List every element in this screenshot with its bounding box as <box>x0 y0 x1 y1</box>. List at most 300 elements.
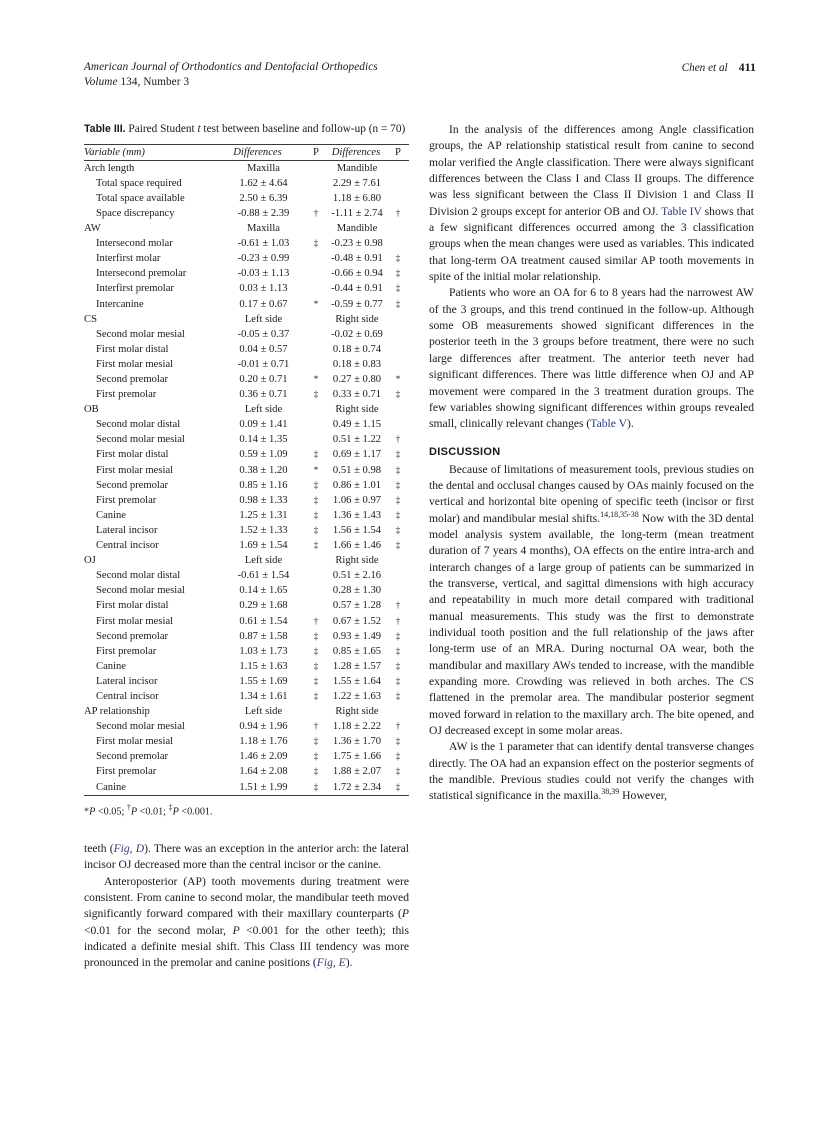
cell-variable: OB <box>84 404 99 416</box>
table-row <box>84 191 409 206</box>
cell-p-1 <box>305 281 327 296</box>
cell-p-1 <box>305 432 327 447</box>
cell-p-1 <box>305 221 327 236</box>
right-paragraph-1 <box>429 122 754 285</box>
table-row <box>84 493 409 508</box>
cell-differences-2: 0.85 ± 1.65 <box>332 645 382 657</box>
cell-p-2 <box>387 553 409 568</box>
cell-p-1: ‡ <box>313 660 319 671</box>
cell-group-right: Right side <box>335 555 379 567</box>
table-row <box>84 417 409 432</box>
cell-p-1: ‡ <box>313 540 319 551</box>
cell-p-2: † <box>395 615 401 626</box>
cell-variable: First molar mesial <box>96 736 174 748</box>
cell-differences-2: -0.48 ± 0.91 <box>331 253 383 265</box>
table-row <box>84 327 409 342</box>
cell-p-2 <box>387 236 409 251</box>
table-row <box>84 614 409 629</box>
cell-variable: Intersecond premolar <box>96 268 187 280</box>
cell-differences-1: 0.85 ± 1.16 <box>239 479 288 491</box>
cell-differences-2: 0.49 ± 1.15 <box>332 419 382 431</box>
table-caption-italic: t <box>197 123 201 135</box>
cell-variable: Intercanine <box>96 298 144 310</box>
cell-p-1: ‡ <box>313 494 319 505</box>
footnote-a: *P <0.05; <box>84 806 127 818</box>
table-row <box>84 463 409 478</box>
cell-p-1: ‡ <box>313 630 319 641</box>
cell-variable: Canine <box>84 780 222 796</box>
cell-differences-1: 0.14 ± 1.35 <box>239 434 288 446</box>
cell-p-2 <box>387 176 409 191</box>
cell-differences-2: -0.02 ± 0.69 <box>331 328 383 340</box>
table-row <box>84 644 409 659</box>
cell-differences-2: 0.18 ± 0.74 <box>332 343 382 355</box>
table-row <box>84 749 409 764</box>
table-group-row <box>84 402 409 417</box>
cell-p-2: ‡ <box>387 780 409 796</box>
cell-group-left: Left side <box>244 706 283 718</box>
table-row <box>84 387 409 402</box>
cell-variable: Central incisor <box>96 690 159 702</box>
cell-differences-2: 1.18 ± 2.22 <box>332 721 382 733</box>
reference-citation-1: 14,18,35-38 <box>600 509 639 519</box>
cell-variable: Lateral incisor <box>96 675 158 687</box>
table-v-crossref[interactable]: Table V <box>590 417 627 431</box>
cell-p-1: ‡ <box>313 736 319 747</box>
cell-variable: AW <box>84 223 101 235</box>
cell-variable: Lateral incisor <box>96 524 158 536</box>
volume-number: 134, Number 3 <box>117 76 190 88</box>
table-group-row <box>84 221 409 236</box>
table-row <box>84 342 409 357</box>
cell-p-2 <box>387 327 409 342</box>
cell-differences-2: 1.56 ± 1.54 <box>332 524 382 536</box>
table-footnote: *P <0.05; †P <0.01; ‡P <0.001. <box>84 802 213 818</box>
cell-differences-2: -1.11 ± 2.74 <box>331 207 383 219</box>
cell-differences-1: -0.05 ± 0.37 <box>237 328 290 340</box>
table-row <box>84 297 409 312</box>
cell-group-right: Mandible <box>327 160 387 176</box>
cell-variable: Second premolar <box>96 751 169 763</box>
table-row <box>84 780 409 796</box>
cell-p-1 <box>305 357 327 372</box>
table-row <box>84 523 409 538</box>
lp1-a: teeth ( <box>84 842 114 856</box>
cell-differences-2: 0.18 ± 0.83 <box>332 358 382 370</box>
cell-p-1: ‡ <box>313 389 319 400</box>
cell-differences-1: 1.69 ± 1.54 <box>239 540 288 552</box>
cell-variable: Total space available <box>96 192 185 204</box>
left-paragraph-1 <box>84 841 409 874</box>
cell-differences-1: -0.88 ± 2.39 <box>237 207 290 219</box>
cell-group-right: Right side <box>335 404 379 416</box>
cell-variable: Canine <box>96 509 127 521</box>
cell-p-2: ‡ <box>395 298 401 309</box>
cell-differences-2: 0.51 ± 1.22 <box>332 434 382 446</box>
cell-p-2: † <box>395 434 401 445</box>
cell-p-1 <box>305 704 327 719</box>
cell-group-right: Right side <box>335 313 379 325</box>
cell-p-2 <box>387 312 409 327</box>
cell-variable: Interfirst premolar <box>96 283 174 295</box>
cell-differences-1: 0.59 ± 1.09 <box>239 449 288 461</box>
running-head <box>84 60 756 94</box>
table-row <box>84 568 409 583</box>
cell-differences-2: 0.67 ± 1.52 <box>332 615 382 627</box>
cell-differences-2: 1.06 ± 0.97 <box>332 494 382 506</box>
table-row <box>84 372 409 387</box>
cell-variable: Second molar distal <box>96 419 181 431</box>
cell-p-1 <box>305 342 327 357</box>
cell-p-2: ‡ <box>395 479 401 490</box>
cell-p-1 <box>305 176 327 191</box>
cell-differences-2: -0.59 ± 0.77 <box>331 298 383 310</box>
table-row <box>84 357 409 372</box>
cell-p-1: ‡ <box>313 751 319 762</box>
rp4-b: However, <box>619 789 668 803</box>
cell-p-1 <box>305 598 327 613</box>
right-paragraph-3 <box>429 462 754 740</box>
table-body <box>84 160 409 795</box>
cell-differences-1: 1.55 ± 1.69 <box>239 675 288 687</box>
cell-differences-1: 0.94 ± 1.96 <box>239 721 288 733</box>
table-row <box>84 251 409 266</box>
cell-p-2: † <box>395 600 401 611</box>
cell-p-1 <box>305 251 327 266</box>
lp2-d: ). <box>345 956 353 970</box>
cell-p-1 <box>305 568 327 583</box>
cell-variable: First molar mesial <box>96 464 174 476</box>
cell-p-2: ‡ <box>395 509 401 520</box>
cell-variable: Interfirst molar <box>96 253 161 265</box>
cell-p-2: ‡ <box>395 494 401 505</box>
cell-p-2: ‡ <box>395 540 401 551</box>
cell-p-2: † <box>395 207 401 218</box>
cell-differences-1: 1.51 ± 1.99 <box>222 780 305 796</box>
cell-variable: Second premolar <box>96 374 169 385</box>
cell-variable: First premolar <box>96 766 157 778</box>
cell-variable: AP relationship <box>84 706 150 718</box>
cell-group-right: Mandible <box>336 223 378 235</box>
table-row <box>84 629 409 644</box>
table-row <box>84 266 409 281</box>
cell-differences-2: 1.36 ± 1.43 <box>332 509 382 521</box>
cell-group-left: Maxilla <box>247 223 280 235</box>
cell-variable: First premolar <box>96 494 157 506</box>
cell-variable: Second molar mesial <box>96 434 185 446</box>
cell-p-2: ‡ <box>395 766 401 777</box>
cell-differences-1: 0.29 ± 1.68 <box>239 600 288 612</box>
cell-variable: First premolar <box>96 389 157 401</box>
cell-p-2: ‡ <box>395 736 401 747</box>
cell-differences-2: -0.44 ± 0.91 <box>331 283 383 295</box>
cell-differences-1: 1.52 ± 1.33 <box>239 524 288 536</box>
cell-differences-1: -0.23 ± 0.99 <box>237 253 290 265</box>
cell-p-1: ‡ <box>313 238 319 249</box>
cell-variable: Second premolar <box>96 630 169 642</box>
table-row <box>84 508 409 523</box>
cell-differences-1: 1.34 ± 1.61 <box>239 690 288 702</box>
cell-differences-1: -0.61 ± 1.03 <box>237 238 290 250</box>
cell-differences-1: 0.98 ± 1.33 <box>239 494 288 506</box>
cell-p-1 <box>305 266 327 281</box>
lp2-p2: P <box>232 923 240 937</box>
table-caption-a: Paired Student <box>125 123 198 135</box>
right-paragraph-2 <box>429 285 754 432</box>
reference-citation-2: 38,39 <box>601 787 620 797</box>
cell-differences-1: -0.01 ± 0.71 <box>237 358 290 370</box>
cell-differences-1: 0.04 ± 0.57 <box>239 343 288 355</box>
cell-variable: Second molar mesial <box>96 328 185 340</box>
cell-p-1: ‡ <box>313 449 319 460</box>
cell-differences-1: 0.87 ± 1.58 <box>239 630 288 642</box>
lp2-p1: P <box>401 907 409 921</box>
cell-group-left: Left side <box>244 555 283 567</box>
table-group-row <box>84 160 409 176</box>
cell-differences-1: 1.25 ± 1.31 <box>239 509 288 521</box>
cell-differences-2: 0.51 ± 2.16 <box>332 570 382 582</box>
journal-volume <box>84 75 378 90</box>
cell-p-2: ‡ <box>395 464 401 475</box>
cell-variable: First molar distal <box>96 343 169 355</box>
cell-differences-1: 1.18 ± 1.76 <box>239 736 288 748</box>
cell-differences-2: 0.86 ± 1.01 <box>332 479 382 491</box>
cell-differences-1: 0.09 ± 1.41 <box>239 419 288 431</box>
cell-differences-2: 1.36 ± 1.70 <box>332 736 382 748</box>
table-row <box>84 598 409 613</box>
table-caption-b: test between baseline and follow-up (n = 70) <box>200 123 406 135</box>
table-row <box>84 719 409 734</box>
cell-variable: First molar mesial <box>96 615 174 627</box>
cell-differences-2: -0.66 ± 0.94 <box>331 268 383 280</box>
table-row <box>84 478 409 493</box>
cell-differences-2: 1.88 ± 2.07 <box>332 766 382 778</box>
cell-p-2 <box>387 704 409 719</box>
table-row <box>84 236 409 251</box>
cell-differences-2: 1.28 ± 1.57 <box>332 660 382 672</box>
cell-p-1 <box>305 583 327 598</box>
author-citation: Chen et al <box>681 62 728 74</box>
table-header-row <box>84 144 409 160</box>
cell-differences-2: 0.33 ± 0.71 <box>332 389 382 401</box>
cell-variable: OJ <box>84 555 96 567</box>
rp3-a: Because of limitations of measurement tools, previous studies on the dental and occlusal changes caused by OAs mainly focused on the vertical and horizontal bite opening of specific teeth (incisor or first molar) and mandibular mesial shifts. <box>429 462 754 525</box>
cell-variable: Arch length <box>84 160 222 176</box>
table-group-row <box>84 704 409 719</box>
cell-p-2: ‡ <box>395 630 401 641</box>
cell-differences-2: 1.18 ± 6.80 <box>332 192 382 204</box>
cell-p-2: ‡ <box>395 660 401 671</box>
cell-p-1: ‡ <box>313 690 319 701</box>
rp1-a: In the analysis of the differences among Angle classification groups, the AP relationship statistical result from canine to second molar verified the Angle classification. There were always significant differences between the Class I and Class II groups. The difference was less significant between the Class II Division 1 and Class II Division 2 groups except for anterior OB and OJ. <box>429 123 754 218</box>
cell-p-1: ‡ <box>313 524 319 535</box>
table-label: Table III. <box>84 123 126 135</box>
table-row <box>84 734 409 749</box>
table-caption <box>84 122 409 138</box>
table-row <box>84 206 409 221</box>
cell-p-1: ‡ <box>313 645 319 656</box>
table-row <box>84 659 409 674</box>
col-header-differences-1: Differences <box>222 144 305 160</box>
cell-variable: Central incisor <box>96 540 159 552</box>
table-row <box>84 432 409 447</box>
cell-p-1: ‡ <box>313 479 319 490</box>
cell-group-left: Left side <box>244 313 283 325</box>
cell-differences-1: 0.20 ± 0.71 <box>239 374 288 385</box>
cell-variable: Second molar mesial <box>96 585 185 597</box>
table-row <box>84 281 409 296</box>
cell-variable: Second molar mesial <box>96 721 185 733</box>
cell-differences-1: 1.46 ± 2.09 <box>239 751 288 763</box>
col-header-p-1: P <box>305 144 327 160</box>
table-head <box>84 144 409 160</box>
right-paragraph-4 <box>429 739 754 804</box>
lp2-c: <0.001 for the other teeth); this indicated a definite mesial shift. This Class III tendency was more pronounced in the premolar and canine positions ( <box>84 923 409 970</box>
cell-p-2: ‡ <box>395 268 401 279</box>
cell-differences-2: 1.55 ± 1.64 <box>332 675 382 687</box>
cell-differences-1: 1.64 ± 2.08 <box>239 766 288 778</box>
table-row <box>84 538 409 553</box>
cell-differences-2: 0.57 ± 1.28 <box>332 600 382 612</box>
cell-differences-2: 0.27 ± 0.80 <box>332 374 382 385</box>
cell-p-1 <box>305 417 327 432</box>
table-iv-crossref[interactable]: Table IV <box>661 204 702 218</box>
table-row <box>84 674 409 689</box>
cell-p-1: * <box>313 464 319 475</box>
cell-differences-1: -0.61 ± 1.54 <box>237 570 290 582</box>
cell-p-2 <box>387 357 409 372</box>
cell-p-2: ‡ <box>395 283 401 294</box>
left-column <box>84 122 409 972</box>
figure-crossref-d: Fig, D <box>113 842 145 856</box>
cell-p-1: † <box>313 615 319 626</box>
section-heading-discussion: DISCUSSION <box>429 445 501 458</box>
cell-p-1: ‡ <box>313 675 319 686</box>
cell-variable: First molar distal <box>96 600 169 612</box>
cell-differences-2: 2.29 ± 7.61 <box>332 177 382 189</box>
cell-p-2 <box>387 583 409 598</box>
cell-differences-2: 1.75 ± 1.66 <box>332 751 382 763</box>
cell-p-2: ‡ <box>395 524 401 535</box>
cell-differences-1: 1.15 ± 1.63 <box>239 660 288 672</box>
cell-differences-2: 1.72 ± 2.34 <box>327 780 387 796</box>
cell-p-2: * <box>395 374 401 384</box>
cell-variable: Second premolar <box>96 479 169 491</box>
cell-p-2 <box>387 568 409 583</box>
cell-p-1 <box>305 312 327 327</box>
journal-title: American Journal of Orthodontics and Dentofacial Orthopedics <box>84 61 378 73</box>
table-row <box>84 176 409 191</box>
table-group-row <box>84 312 409 327</box>
figure-crossref-e: Fig, E <box>316 956 346 970</box>
cell-variable: Intersecond molar <box>96 238 173 250</box>
cell-p-1 <box>305 160 327 176</box>
cell-differences-2: 1.66 ± 1.46 <box>332 540 382 552</box>
cell-differences-2: 0.51 ± 0.98 <box>332 464 382 476</box>
cell-variable: Canine <box>96 660 127 672</box>
rp4-a: AW is the 1 parameter that can identify dental transverse changes directly. The OA had an expansion effect on the posterior segments of the mandible. Previous studies could not verify the changes with statistical significance in the maxilla. <box>429 740 754 803</box>
col-header-variable: Variable (mm) <box>84 144 222 160</box>
volume-word: Volume <box>84 76 118 88</box>
rp2-a: Patients who wore an OA for 6 to 8 years had the narrowest AW of the 3 groups, and this trend continued in the follow-up. Although some OB measurements showed significant differences in the posterior teeth in the 3 groups before treatment, there were no such large differences after treatment. The anterior teeth never had significant differences. There was little difference when OJ and AP movement were compared in the 3 treatment duration groups. The few variables showing significant differences within groups revealed small, clinically relevant changes ( <box>429 286 754 431</box>
cell-differences-1: 0.61 ± 1.54 <box>239 615 288 627</box>
cell-p-1 <box>305 327 327 342</box>
cell-variable: First molar mesial <box>96 358 174 370</box>
cell-p-2: ‡ <box>395 449 401 460</box>
lp1-b: ). There was an exception in the anterior arch: the lateral incisor OJ decreased more than the central incisor or the canine. <box>84 842 409 872</box>
cell-p-2: ‡ <box>395 389 401 400</box>
rp1-b: shows that a few significant differences occurred among the 3 classification groups when the mean changes were used as variables. This indicated that long-term OA treatment caused similar AP tooth movements in spite of the initial molar relationship. <box>429 204 754 284</box>
cell-differences-2: -0.23 ± 0.98 <box>331 238 383 250</box>
cell-p-2: † <box>395 721 401 732</box>
cell-p-1: † <box>313 721 319 732</box>
cell-p-2: ‡ <box>395 675 401 686</box>
cell-p-2 <box>387 191 409 206</box>
cell-p-1 <box>305 553 327 568</box>
cell-differences-1: 1.62 ± 4.64 <box>239 177 288 189</box>
running-head-journal <box>84 60 378 90</box>
col-header-differences-2: Differences <box>327 144 387 160</box>
cell-differences-1: 0.38 ± 1.20 <box>239 464 288 476</box>
col-header-p-2: P <box>387 144 409 160</box>
table-row <box>84 764 409 779</box>
cell-p-1: * <box>313 374 319 384</box>
cell-differences-1: 0.03 ± 1.13 <box>239 283 288 295</box>
cell-differences-2: 1.22 ± 1.63 <box>332 690 382 702</box>
page-number: 411 <box>738 60 756 74</box>
cell-p-1: * <box>313 298 319 309</box>
cell-p-2 <box>387 417 409 432</box>
cell-variable: First molar distal <box>96 449 169 461</box>
cell-p-2 <box>387 342 409 357</box>
paired-t-test-table <box>84 144 409 796</box>
cell-p-1: ‡ <box>313 766 319 777</box>
cell-p-2 <box>387 221 409 236</box>
left-paragraph-2 <box>84 874 409 972</box>
cell-variable: Space discrepancy <box>96 207 175 219</box>
cell-differences-2: 0.69 ± 1.17 <box>332 449 382 461</box>
cell-group-right: Right side <box>335 706 379 718</box>
cell-differences-2: 0.28 ± 1.30 <box>332 585 382 597</box>
cell-p-2: ‡ <box>395 751 401 762</box>
cell-differences-2: 0.93 ± 1.49 <box>332 630 382 642</box>
cell-differences-1: 0.36 ± 0.71 <box>239 389 288 401</box>
rp2-b: ). <box>626 417 634 431</box>
table-group-row <box>84 553 409 568</box>
cell-p-1: ‡ <box>305 780 327 796</box>
cell-group-left: Maxilla <box>222 160 305 176</box>
cell-variable: First premolar <box>96 645 157 657</box>
running-head-authors-page <box>682 60 756 76</box>
lp2-b: <0.01 for the second molar, <box>84 923 233 937</box>
lp2-a: Anteroposterior (AP) tooth movements during treatment were consistent. From canine to second molar, the mandibular teeth moved significantly forward compared with their maxillary counterparts ( <box>84 874 409 921</box>
cell-differences-1: 0.17 ± 0.67 <box>239 298 288 310</box>
table-row <box>84 583 409 598</box>
cell-p-2: ‡ <box>395 253 401 264</box>
cell-differences-1: -0.03 ± 1.13 <box>237 268 290 280</box>
rp3-b: Now with the 3D dental model analysis system available, the long-term (mean treatment duration of 7 years 4 months), OA effects on the entire intra-arch and interarch changes of a large group of patients can be summarized in the transverse, vertical, and sagittal dimensions with high accuracy and repeatability in much more detail compared with traditional manual measurements. This study was the first to demonstrate individual tooth position and the full relationship of the jaws after long-term use of an MRA. During nocturnal OA wear, both the mandibular and maxillary AWs tended to increase, with the mandible expanding more. Crowding was relieved in both arches. The CS flattened in the premolar area. The mandibular posterior segment moved forward in relation to the maxillary arch. The bite opened, and OJ decreased except in some molar areas. <box>429 511 754 738</box>
cell-differences-1: 0.14 ± 1.65 <box>239 585 288 597</box>
cell-p-2: ‡ <box>395 645 401 656</box>
cell-group-left: Left side <box>244 404 283 416</box>
cell-p-2 <box>387 402 409 417</box>
cell-p-1: ‡ <box>313 509 319 520</box>
cell-variable: Second molar distal <box>96 570 181 582</box>
right-column <box>429 122 754 805</box>
table-row <box>84 447 409 462</box>
cell-differences-1: 1.03 ± 1.73 <box>239 645 288 657</box>
cell-differences-1: 2.50 ± 6.39 <box>239 192 288 204</box>
